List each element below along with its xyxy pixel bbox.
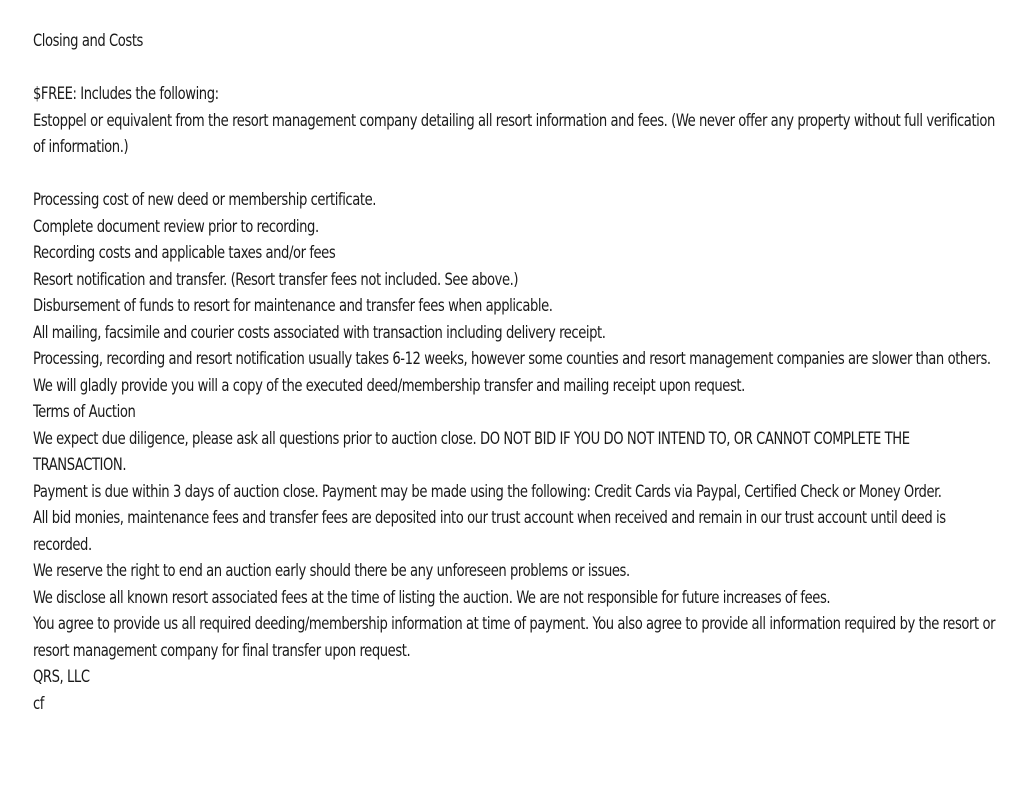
includes-item: Resort notification and transfer. (Resort transfer fees not included. See above.) (33, 269, 519, 290)
terms-item: We reserve the right to end an auction early should there be any unforeseen problems or issues. (33, 561, 630, 581)
terms-item: You agree to provide us all required deeding/membership information at time of payment. You also agree to provide all information required by the resort or resort management company for final transfer upon request. (33, 614, 996, 661)
includes-item: Disbursement of funds to resort for maintenance and transfer fees when applicable. (33, 296, 553, 316)
terms-item: Payment is due within 3 days of auction close. Payment may be made using the following: Credit Cards via Paypal, Certified Check or Money Order. (33, 481, 942, 502)
spacer (33, 55, 869, 82)
spacer (33, 161, 869, 188)
document-body (33, 28, 996, 717)
free-heading: $FREE: Includes the following: (33, 84, 219, 104)
terms-item: All bid monies, maintenance fees and transfer fees are deposited into our trust account when received and remain in our trust account until deed is recorded. (33, 508, 946, 555)
company-name: QRS, LLC (33, 667, 90, 687)
includes-item: All mailing, facsimile and courier costs associated with transaction including delivery receipt. (33, 322, 606, 343)
includes-item: Processing, recording and resort notification usually takes 6-12 weeks, however some counties and resort management companies are slower than others. We will gladly provide you will a copy of the executed deed/membership transfer and mailing receipt upon request. (33, 349, 991, 396)
includes-item: Complete document review prior to recording. (33, 216, 319, 237)
document-title: Closing and Costs (33, 31, 143, 51)
estoppel-paragraph: Estoppel or equivalent from the resort management company detailing all resort information and fees. (We never offer any property without full verification of information.) (33, 110, 995, 157)
terms-item: We expect due diligence, please ask all questions prior to auction close. DO NOT BID IF YOU DO NOT INTEND TO, OR CANNOT COMPLETE THE TRANSACTION. (33, 428, 910, 475)
includes-item: Processing cost of new deed or membership certificate. (33, 190, 377, 210)
signature-initials: cf (33, 693, 45, 714)
includes-item: Recording costs and applicable taxes and/or fees (33, 243, 336, 263)
terms-item: We disclose all known resort associated fees at the time of listing the auction. We are not responsible for future increases of fees. (33, 587, 831, 608)
terms-heading: Terms of Auction (33, 402, 136, 422)
